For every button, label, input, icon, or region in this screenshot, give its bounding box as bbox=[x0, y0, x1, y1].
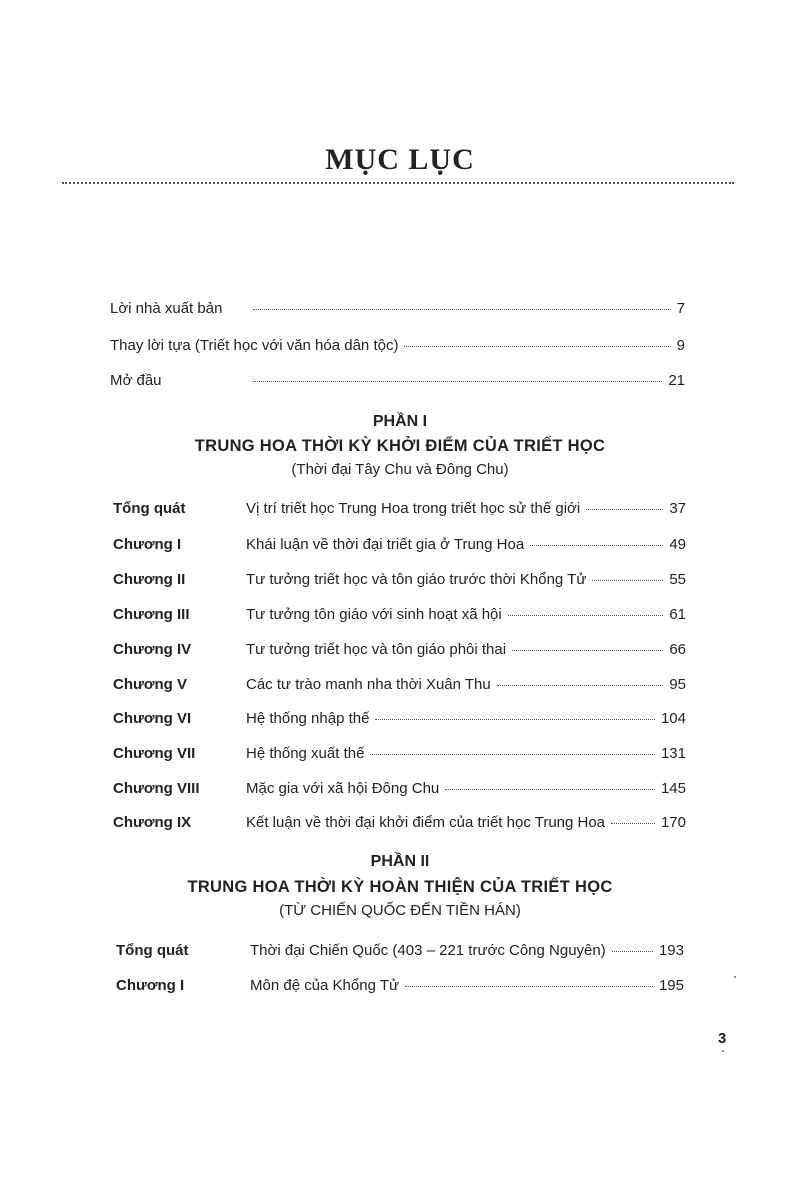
chapter-title: Hệ thống nhập thế bbox=[246, 710, 370, 727]
scan-speck bbox=[722, 1050, 724, 1052]
toc-chapter-entry[interactable] bbox=[113, 500, 686, 517]
chapter-label: Chương VIII bbox=[113, 780, 200, 797]
chapter-page: 37 bbox=[669, 500, 686, 517]
entry-page: 9 bbox=[676, 337, 685, 354]
toc-chapter-entry[interactable] bbox=[113, 780, 686, 797]
toc-chapter-entry[interactable] bbox=[113, 710, 686, 727]
leader-dots bbox=[512, 650, 663, 651]
chapter-label: Chương IV bbox=[113, 641, 192, 658]
page-number: 3 bbox=[718, 1030, 727, 1047]
toc-chapter-entry[interactable] bbox=[113, 676, 686, 693]
toc-chapter-entry[interactable] bbox=[113, 814, 686, 831]
part-1-subtitle: (Thời đại Tây Chu và Đông Chu) bbox=[291, 461, 509, 478]
part-2-subtitle: (TỪ CHIẾN QUỐC ĐẾN TIỀN HÁN) bbox=[279, 902, 521, 919]
part-2-title: TRUNG HOA THỜI KỲ HOÀN THIỆN CỦA TRIẾT HỌC bbox=[187, 878, 613, 896]
chapter-label: Chương II bbox=[113, 571, 186, 588]
entry-label: Thay lời tựa (Triết học với văn hóa dân tộc) bbox=[110, 337, 399, 354]
chapter-page: 104 bbox=[660, 710, 686, 727]
chapter-label: Chương I bbox=[113, 536, 182, 553]
chapter-page: 49 bbox=[669, 536, 686, 553]
leader-dots bbox=[611, 823, 655, 824]
toc-chapter-entry[interactable] bbox=[113, 606, 686, 623]
toc-chapter-entry[interactable] bbox=[113, 745, 686, 762]
chapter-title: Thời đại Chiến Quốc (403 – 221 trước Công Nguyên) bbox=[250, 942, 606, 959]
chapter-title: Các tư trào manh nha thời Xuân Thu bbox=[246, 676, 491, 693]
page-title: MỤC LỤC bbox=[325, 143, 475, 176]
chapter-title: Tư tưởng tôn giáo với sinh hoạt xã hội bbox=[246, 606, 502, 623]
chapter-title: Kết luận về thời đại khởi điểm của triết học Trung Hoa bbox=[246, 814, 606, 831]
leader-dots bbox=[405, 986, 653, 987]
chapter-page: 131 bbox=[660, 745, 686, 762]
chapter-label: Chương III bbox=[113, 606, 190, 623]
toc-chapter-entry[interactable] bbox=[116, 942, 684, 959]
chapter-title: Khái luận về thời đại triết gia ở Trung Hoa bbox=[246, 536, 525, 553]
chapter-label: Chương IX bbox=[113, 814, 192, 831]
part-1-title: TRUNG HOA THỜI KỲ KHỞI ĐIỂM CỦA TRIẾT HỌC bbox=[194, 437, 606, 455]
chapter-label: Chương I bbox=[116, 977, 185, 994]
part-1-heading: PHẦN I bbox=[372, 413, 428, 430]
leader-dots bbox=[612, 951, 653, 952]
chapter-label: Tổng quát bbox=[116, 942, 189, 959]
chapter-label: Chương VII bbox=[113, 745, 196, 762]
leader-dots bbox=[375, 719, 655, 720]
chapter-title: Tư tưởng triết học và tôn giáo phôi thai bbox=[246, 641, 507, 658]
leader-dots bbox=[508, 615, 664, 616]
chapter-title: Mặc gia với xã hội Đông Chu bbox=[246, 780, 440, 797]
toc-entry-preface[interactable] bbox=[110, 337, 685, 354]
toc-entry-introduction[interactable] bbox=[110, 372, 685, 389]
chapter-label: Tổng quát bbox=[113, 500, 186, 517]
chapter-title: Môn đệ của Khổng Tử bbox=[250, 977, 400, 994]
part-2-heading: PHẦN II bbox=[370, 853, 430, 870]
chapter-page: 61 bbox=[669, 606, 686, 623]
toc-chapter-entry[interactable] bbox=[113, 571, 686, 588]
chapter-page: 66 bbox=[669, 641, 686, 658]
title-divider bbox=[62, 182, 734, 184]
chapter-title: Hệ thống xuất thế bbox=[246, 745, 365, 762]
chapter-page: 145 bbox=[660, 780, 686, 797]
leader-dots bbox=[530, 545, 663, 546]
chapter-page: 55 bbox=[669, 571, 686, 588]
chapter-title: Vị trí triết học Trung Hoa trong triết học sử thế giới bbox=[246, 500, 581, 517]
toc-chapter-entry[interactable] bbox=[113, 536, 686, 553]
leader-dots bbox=[445, 789, 655, 790]
leader-dots bbox=[404, 346, 670, 347]
leader-dots bbox=[497, 685, 664, 686]
chapter-page: 95 bbox=[669, 676, 686, 693]
scan-speck bbox=[734, 976, 736, 978]
leader-dots bbox=[253, 381, 662, 382]
chapter-label: Chương V bbox=[113, 676, 188, 693]
leader-dots bbox=[370, 754, 655, 755]
entry-page: 7 bbox=[676, 300, 685, 317]
leader-dots bbox=[253, 309, 671, 310]
entry-label: Mở đầu bbox=[110, 372, 162, 389]
entry-label: Lời nhà xuất bản bbox=[110, 300, 223, 317]
entry-page: 21 bbox=[668, 372, 685, 389]
toc-chapter-entry[interactable] bbox=[116, 977, 684, 994]
toc-entry-publisher-note[interactable] bbox=[110, 300, 685, 317]
leader-dots bbox=[586, 509, 663, 510]
chapter-page: 195 bbox=[658, 977, 684, 994]
chapter-title: Tư tưởng triết học và tôn giáo trước thời Khổng Tử bbox=[246, 571, 587, 588]
toc-chapter-entry[interactable] bbox=[113, 641, 686, 658]
chapter-label: Chương VI bbox=[113, 710, 192, 727]
chapter-page: 170 bbox=[660, 814, 686, 831]
leader-dots bbox=[592, 580, 663, 581]
chapter-page: 193 bbox=[658, 942, 684, 959]
